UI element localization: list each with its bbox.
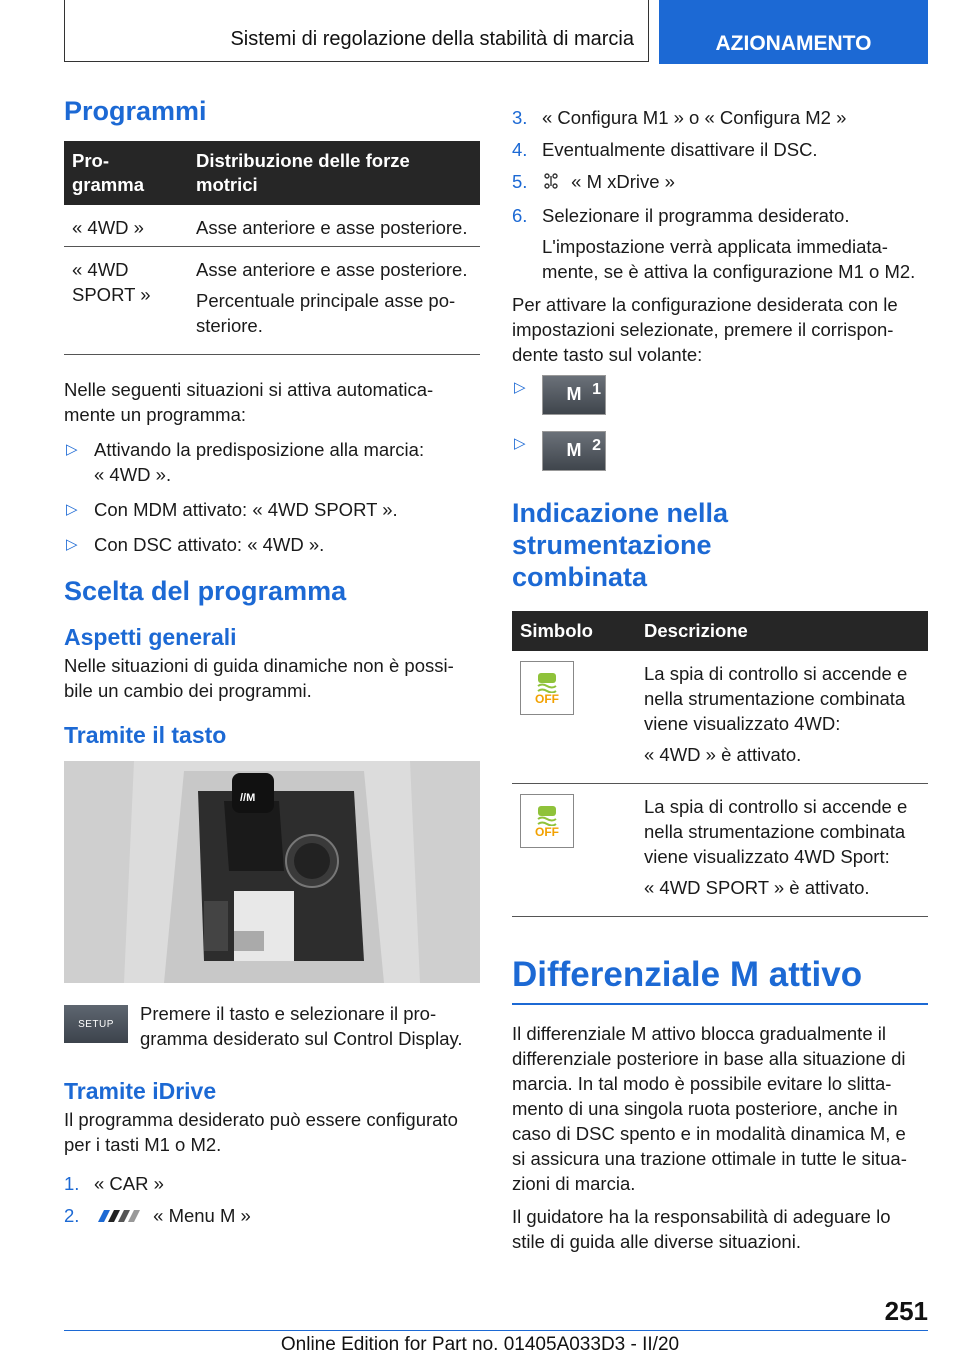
list-item: 5. « M xDrive » (512, 169, 928, 196)
list-item (512, 375, 928, 415)
description-cell: La spia di controllo si accende e nella strumentazione combinata viene visualizzato 4WD: « 4WD » è attivato. (636, 651, 928, 784)
auto-intro-text: Nelle seguenti situazioni si attiva automatica- mente un programma: (64, 379, 434, 425)
distribution-cell (188, 247, 480, 355)
program-table-header-program: Pro- gramma (64, 141, 188, 205)
tasto-heading: Tramite il tasto (64, 722, 227, 748)
right-column (512, 105, 928, 1262)
aspetti-text: Nelle situazioni di guida dinamiche non è possi- bile un cambio dei programmi. (64, 655, 454, 701)
list-item: 2. « Menu M » (64, 1203, 480, 1230)
setup-instruction (64, 1001, 480, 1051)
xdrive-icon (542, 171, 560, 196)
list-item: ▷ Attivando la predisposizione alla marcia: « 4WD ». (66, 439, 425, 485)
svg-text://M: //M (240, 792, 256, 804)
distribution-cell (188, 205, 480, 247)
triangle-bullet-icon: ▷ (514, 378, 526, 396)
center-console-photo (64, 761, 480, 983)
triangle-bullet-icon: ▷ (514, 434, 526, 452)
diff-section (512, 953, 928, 1254)
setup-button-icon: SETUP (64, 1005, 128, 1043)
list-item: 3. « Configura M1 » o « Configura M2 » (512, 107, 847, 128)
triangle-bullet-icon: ▷ (66, 536, 78, 553)
distribution-text: Asse anteriore e asse posteriore. (196, 259, 468, 280)
symbol-table (512, 611, 928, 917)
list-item: ▷ Con MDM attivato: « 4WD SPORT ». (66, 499, 398, 520)
footer-edition: Online Edition for Part no. 01405A033D3 - II/20 (280, 1334, 680, 1355)
list-item: 1. « CAR » (64, 1173, 164, 1194)
idrive-steps-right (512, 105, 928, 284)
list-item: 4. Eventualmente disattivare il DSC. (512, 139, 818, 160)
triangle-bullet-icon: ▷ (66, 501, 78, 518)
footer-rule (64, 1330, 928, 1331)
idrive-heading: Tramite iDrive (64, 1078, 217, 1104)
diff-text: Il guidatore ha la responsabilità di adeguare lo stile di guida alle diverse situazioni. (512, 1205, 891, 1252)
aspetti-heading: Aspetti generali (64, 624, 237, 650)
diff-text: Il differenziale M attivo blocca gradualmente il differenziale posteriore in base alla situazione di marcia. In tal modo è possibile evitare lo slitta- mento di una singola ruota posteriore, anche in caso di DSC spento e in modalità dinamica M, e si assicura una trazione ottimale in tutte le situa- zioni di marcia. (512, 1022, 907, 1194)
symbol-table-header-description: Descrizione (636, 611, 928, 651)
program-cell: « 4WD » (64, 205, 188, 247)
indicazione-heading: Indicazione nella strumentazione combinata (512, 497, 729, 592)
table-row (64, 205, 480, 247)
header-section-title: Sistemi di regolazione della stabilità di marcia (230, 28, 634, 50)
triangle-bullet-icon: ▷ (66, 441, 78, 458)
table-row (512, 651, 928, 784)
distribution-text: Percentuale principale asse po- steriore. (196, 290, 456, 336)
table-row (64, 247, 480, 355)
m-button-list (512, 375, 928, 471)
idrive-text: Il programma desiderato può essere configurato per i tasti M1 o M2. (64, 1109, 458, 1155)
symbol-table-header-symbol: Simbolo (512, 611, 636, 651)
list-item: ▷ Con DSC attivato: « 4WD ». (66, 534, 325, 555)
header-chapter-tab: AZIONAMENTO (659, 0, 928, 64)
symbol-cell (512, 651, 636, 784)
table-row (512, 783, 928, 916)
diff-heading: Differenziale M attivo (512, 954, 863, 994)
traction-off-warning-icon: OFF (520, 661, 574, 715)
page-header (64, 0, 928, 66)
page-number: 251 (884, 1296, 928, 1326)
list-item: 6. Selezionare il programma desiderato. L'impostazione verrà applicata immediata- mente, se è attiva la configurazione M1 o M2. (512, 204, 916, 282)
programmi-heading: Programmi (64, 96, 207, 126)
program-table (64, 141, 480, 355)
m1-button-icon: M 1 (542, 375, 606, 415)
description-cell: La spia di controllo si accende e nella strumentazione combinata viene visualizzato 4WD Sport: « 4WD SPORT » è attivato. (636, 783, 928, 916)
symbol-cell (512, 783, 636, 916)
header-section-box (64, 0, 649, 62)
traction-off-warning-icon: OFF (520, 794, 574, 848)
idrive-steps-left (64, 1171, 480, 1230)
diff-heading-rule (512, 1003, 928, 1005)
activate-text: Per attivare la configurazione desiderata con le impostazioni selezionate, premere il corrispon- dente tasto sul volante: (512, 293, 898, 365)
list-item (512, 431, 928, 471)
distribution-text: Asse anteriore e asse posteriore. (196, 217, 468, 238)
setup-text: Premere il tasto e selezionare il pro- gramma desiderato sul Control Display. (140, 1003, 463, 1049)
m-stripes-icon (94, 1205, 142, 1230)
scelta-heading: Scelta del programma (64, 576, 347, 606)
auto-bullet-list (64, 437, 480, 557)
program-cell: « 4WD SPORT » (64, 247, 188, 355)
m2-button-icon: M 2 (542, 431, 606, 471)
program-table-header-distribution: Distribuzione delle forze motrici (188, 141, 480, 205)
left-column (64, 95, 480, 1238)
